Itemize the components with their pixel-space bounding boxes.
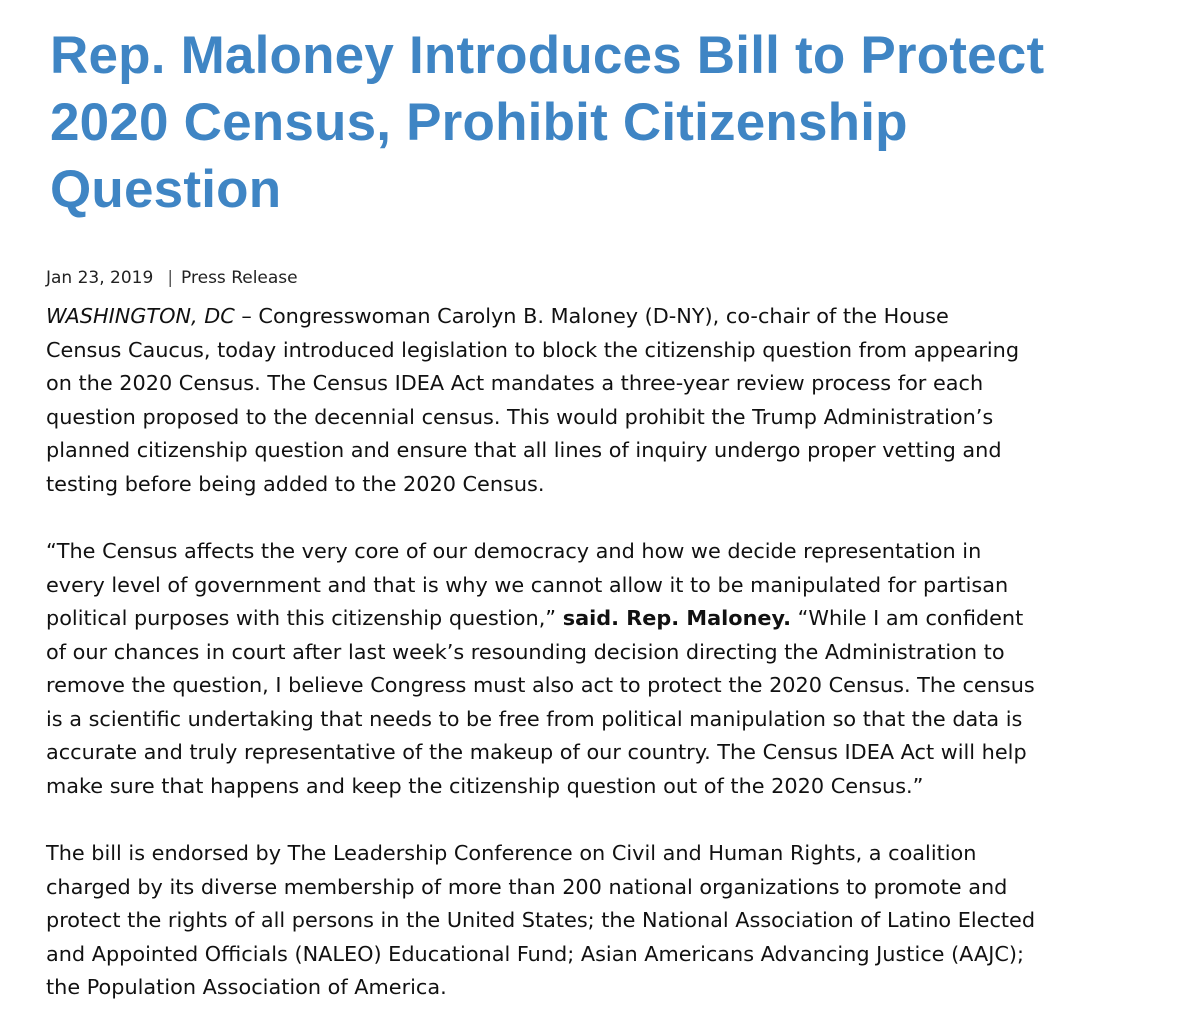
text-line: on the 2020 Census. The Census IDEA Act mandates a three-year review process for each — [46, 371, 984, 395]
text-line: every level of government and that is why we cannot allow it to be manipulated for partisan — [46, 572, 1009, 597]
text-line: testing before being added to the 2020 Census. — [46, 471, 545, 496]
meta-separator: | — [167, 268, 174, 288]
text-line: make sure that happens and keep the citizenship question out of the 2020 Census.” — [46, 773, 924, 798]
article-category: Press Release — [181, 268, 298, 288]
article-meta — [46, 267, 1176, 289]
text-line: accurate and truly representative of the makeup of our country. The Census IDEA Act will help — [46, 740, 1027, 764]
text-line: planned citizenship question and ensure that all lines of inquiry undergo proper vetting and — [46, 438, 1002, 462]
paragraph-endorsements — [46, 837, 1176, 1005]
text-line: political purposes with this citizenship question,” — [46, 606, 563, 630]
text-line: is a scientific undertaking that needs to be free from political manipulation so that the data is — [46, 706, 1023, 731]
text-line: charged by its diverse membership of more than 200 national organizations to promote and — [46, 874, 1008, 899]
text-line: “The Census affects the very core of our democracy and how we decide representation in — [46, 539, 982, 563]
text-line: question proposed to the decennial census. This would prohibit the Trump Administration’s — [46, 404, 994, 429]
paragraph-quote — [46, 535, 1176, 803]
title-line: Rep. Maloney Introduces Bill to Protect — [50, 26, 1045, 85]
text-line: and Appointed Officials (NALEO) Educational Fund; Asian Americans Advancing Justice (AAJC); — [46, 941, 1024, 966]
text-line: the Population Association of America. — [46, 975, 447, 999]
text-line: The bill is endorsed by The Leadership Conference on Civil and Human Rights, a coalition — [46, 841, 977, 865]
text-line: Census Caucus, today introduced legislation to block the citizenship question from appearing — [46, 337, 1020, 362]
text-line: remove the question, I believe Congress must also act to protect the 2020 Census. The census — [46, 673, 1035, 697]
speaker-attribution: said. Rep. Maloney. — [562, 606, 792, 630]
text-line: – Congresswoman Carolyn B. Maloney (D-NY), co-chair of the House — [234, 304, 949, 328]
text-line: protect the rights of all persons in the United States; the National Association of Latino Elected — [46, 908, 1036, 932]
title-line: Question — [50, 160, 282, 219]
text-line: of our chances in court after last week’s resounding decision directing the Administration to — [46, 639, 1005, 664]
article-title — [50, 22, 1176, 223]
press-release-article — [46, 22, 1176, 1005]
text-line: “While I am confident — [791, 606, 1024, 630]
dateline-location: WASHINGTON, DC — [46, 304, 235, 328]
publish-date: Jan 23, 2019 — [46, 268, 154, 288]
paragraph-intro — [46, 300, 1176, 501]
title-line: 2020 Census, Prohibit Citizenship — [50, 93, 908, 152]
